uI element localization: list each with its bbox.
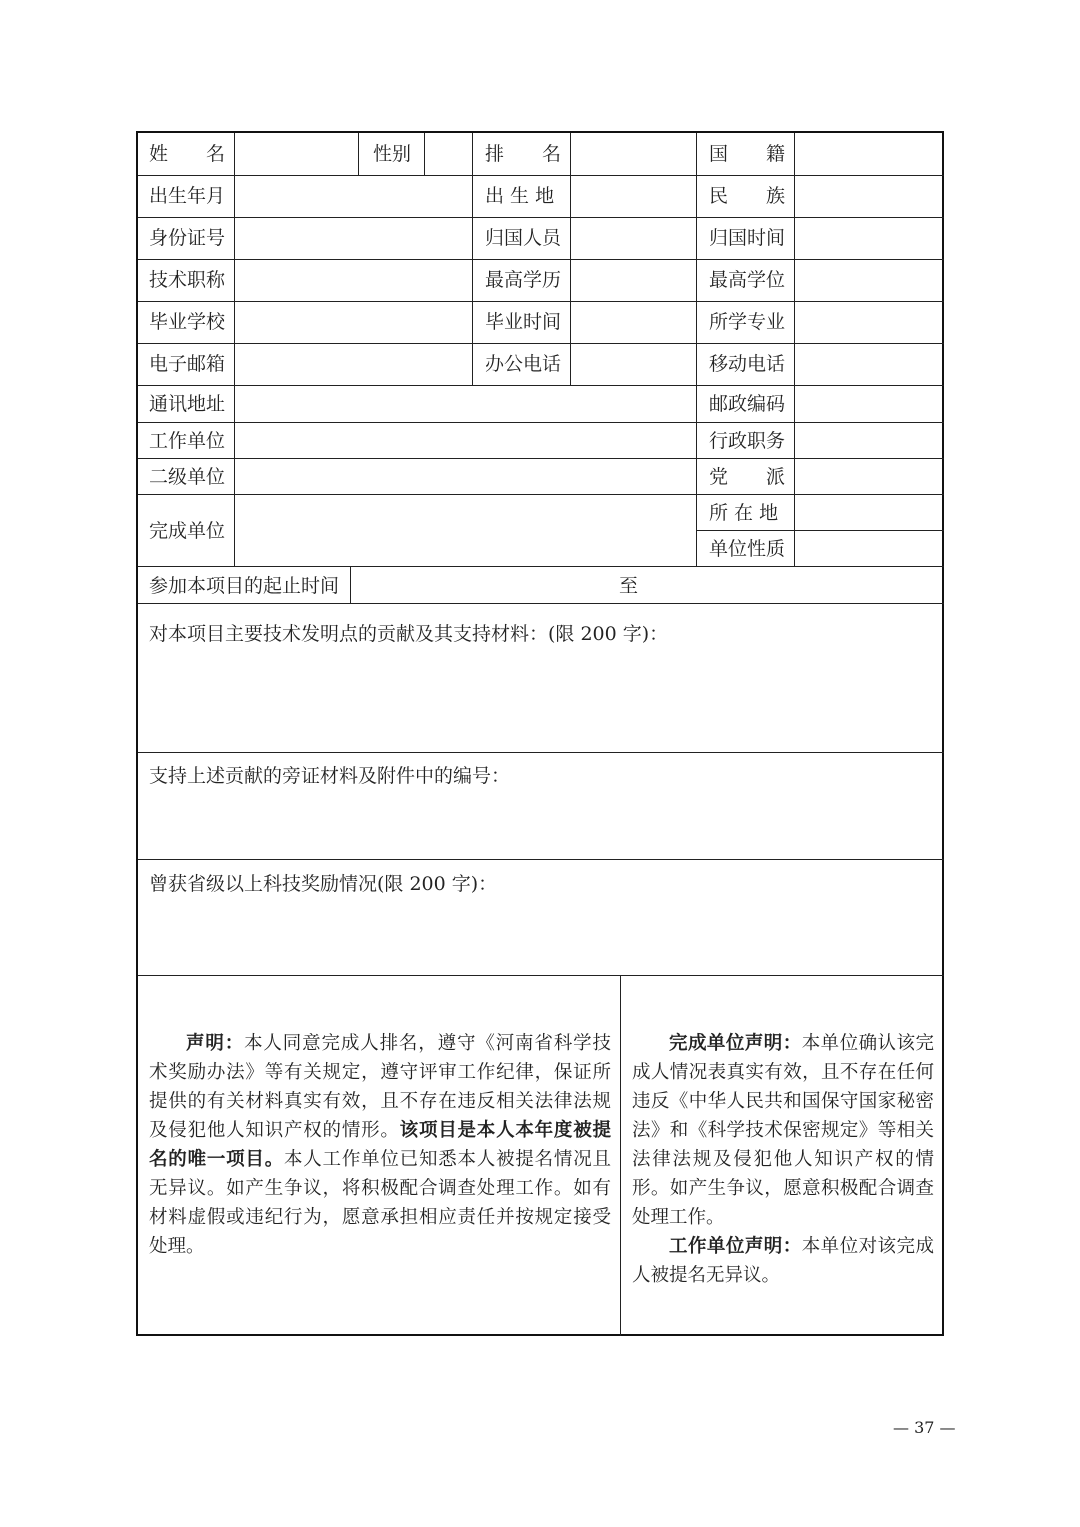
label-office-phone: 办公电话	[485, 353, 562, 375]
label-location: 所 在 地	[709, 502, 779, 524]
field-graduation-school[interactable]	[235, 301, 472, 343]
field-highest-degree[interactable]	[795, 259, 944, 301]
personal-declaration-text-2: 本人工作单位已知悉本人被提名情况且无异议。如产生争议，将积极配合调查处理工作。如有材料虚假或违纪行为，愿意承担相应责任并按规定接受处理。	[149, 1149, 611, 1257]
field-contribution[interactable]	[138, 653, 944, 752]
personal-declaration-text: 本人同意完成人排名，遵守《河南省科学技术奖励办法》等有关规定，遵守评审工作纪律，保证所提供的有关材料真实有效，且不存在违反相关法律法规及侵犯他人知识产权的情形。	[149, 1033, 611, 1141]
field-technical-title[interactable]	[235, 259, 472, 301]
field-graduation-time[interactable]	[571, 301, 696, 343]
completion-person-form	[136, 131, 944, 1336]
unit-declarations	[632, 1029, 934, 1290]
field-name[interactable]	[235, 133, 358, 175]
field-birth-date[interactable]	[235, 175, 472, 217]
field-evidence[interactable]	[138, 793, 944, 859]
field-location[interactable]	[795, 494, 944, 530]
field-email[interactable]	[235, 343, 472, 385]
work-unit-declaration-text: 本单位对该完成人被提名无异议。	[632, 1236, 934, 1286]
label-id-number: 身份证号	[149, 227, 226, 249]
label-address: 通讯地址	[149, 393, 226, 415]
label-participation-period: 参加本项目的起止时间	[149, 575, 340, 597]
label-completion-unit: 完成单位	[149, 520, 226, 542]
label-contribution: 对本项目主要技术发明点的贡献及其支持材料：(限 200 字)：	[149, 623, 669, 645]
label-return-time: 归国时间	[709, 227, 786, 249]
field-administrative-position[interactable]	[795, 422, 944, 458]
work-unit-declaration-title: 工作单位声明：	[669, 1236, 802, 1257]
field-address[interactable]	[235, 385, 696, 422]
field-nationality[interactable]	[795, 133, 944, 175]
label-technical-title: 技术职称	[149, 269, 226, 291]
label-administrative-position: 行政职务	[709, 430, 786, 452]
participation-to: 至	[619, 575, 639, 597]
label-birthplace: 出 生 地	[485, 185, 555, 207]
personal-declaration	[149, 1029, 611, 1261]
label-gender: 性别	[373, 143, 412, 165]
label-nationality: 国 籍	[709, 143, 785, 165]
field-office-phone[interactable]	[571, 343, 696, 385]
label-unit-nature: 单位性质	[709, 538, 786, 560]
page-number: — 37 —	[893, 1418, 956, 1437]
field-awards[interactable]	[138, 903, 944, 975]
label-major: 所学专业	[709, 311, 786, 333]
field-completion-unit[interactable]	[235, 494, 696, 566]
label-returnee: 归国人员	[485, 227, 562, 249]
field-birthplace[interactable]	[571, 175, 696, 217]
completion-unit-declaration-text: 本单位确认该完成人情况表真实有效，且不存在任何违反《中华人民共和国保守国家秘密法》和《科学技术保密规定》等相关法律法规及侵犯他人知识产权的情形。如产生争议，愿意积极配合调查处理工作。	[632, 1033, 934, 1228]
label-highest-degree: 最高学位	[709, 269, 786, 291]
field-id-number[interactable]	[235, 217, 472, 259]
label-evidence: 支持上述贡献的旁证材料及附件中的编号：	[149, 765, 511, 787]
field-return-time[interactable]	[795, 217, 944, 259]
field-participation-period[interactable]	[351, 566, 944, 603]
label-secondary-unit: 二级单位	[149, 466, 226, 488]
label-party: 党 派	[709, 466, 785, 488]
field-postcode[interactable]	[795, 385, 944, 422]
field-unit-nature[interactable]	[795, 530, 944, 566]
label-awards: 曾获省级以上科技奖励情况(限 200 字)：	[149, 873, 498, 895]
field-major[interactable]	[795, 301, 944, 343]
label-rank: 排 名	[485, 143, 561, 165]
completion-unit-declaration-title: 完成单位声明：	[669, 1033, 802, 1054]
label-graduation-school: 毕业学校	[149, 311, 226, 333]
field-party[interactable]	[795, 458, 944, 494]
field-highest-education[interactable]	[571, 259, 696, 301]
field-secondary-unit[interactable]	[235, 458, 696, 494]
label-highest-education: 最高学历	[485, 269, 562, 291]
label-postcode: 邮政编码	[709, 393, 786, 415]
field-ethnicity[interactable]	[795, 175, 944, 217]
personal-declaration-title: 声明：	[186, 1033, 245, 1054]
label-graduation-time: 毕业时间	[485, 311, 562, 333]
label-name: 姓 名	[149, 143, 225, 165]
field-gender[interactable]	[425, 133, 472, 175]
label-mobile-phone: 移动电话	[709, 353, 786, 375]
field-work-unit[interactable]	[235, 422, 696, 458]
personal-declaration-bold: 该项目是本人本年度被提名的唯一项目。	[149, 1120, 611, 1170]
field-rank[interactable]	[571, 133, 696, 175]
label-ethnicity: 民 族	[709, 185, 785, 207]
label-work-unit: 工作单位	[149, 430, 226, 452]
field-returnee[interactable]	[571, 217, 696, 259]
label-email: 电子邮箱	[149, 353, 226, 375]
label-birth-date: 出生年月	[149, 185, 226, 207]
field-mobile-phone[interactable]	[795, 343, 944, 385]
